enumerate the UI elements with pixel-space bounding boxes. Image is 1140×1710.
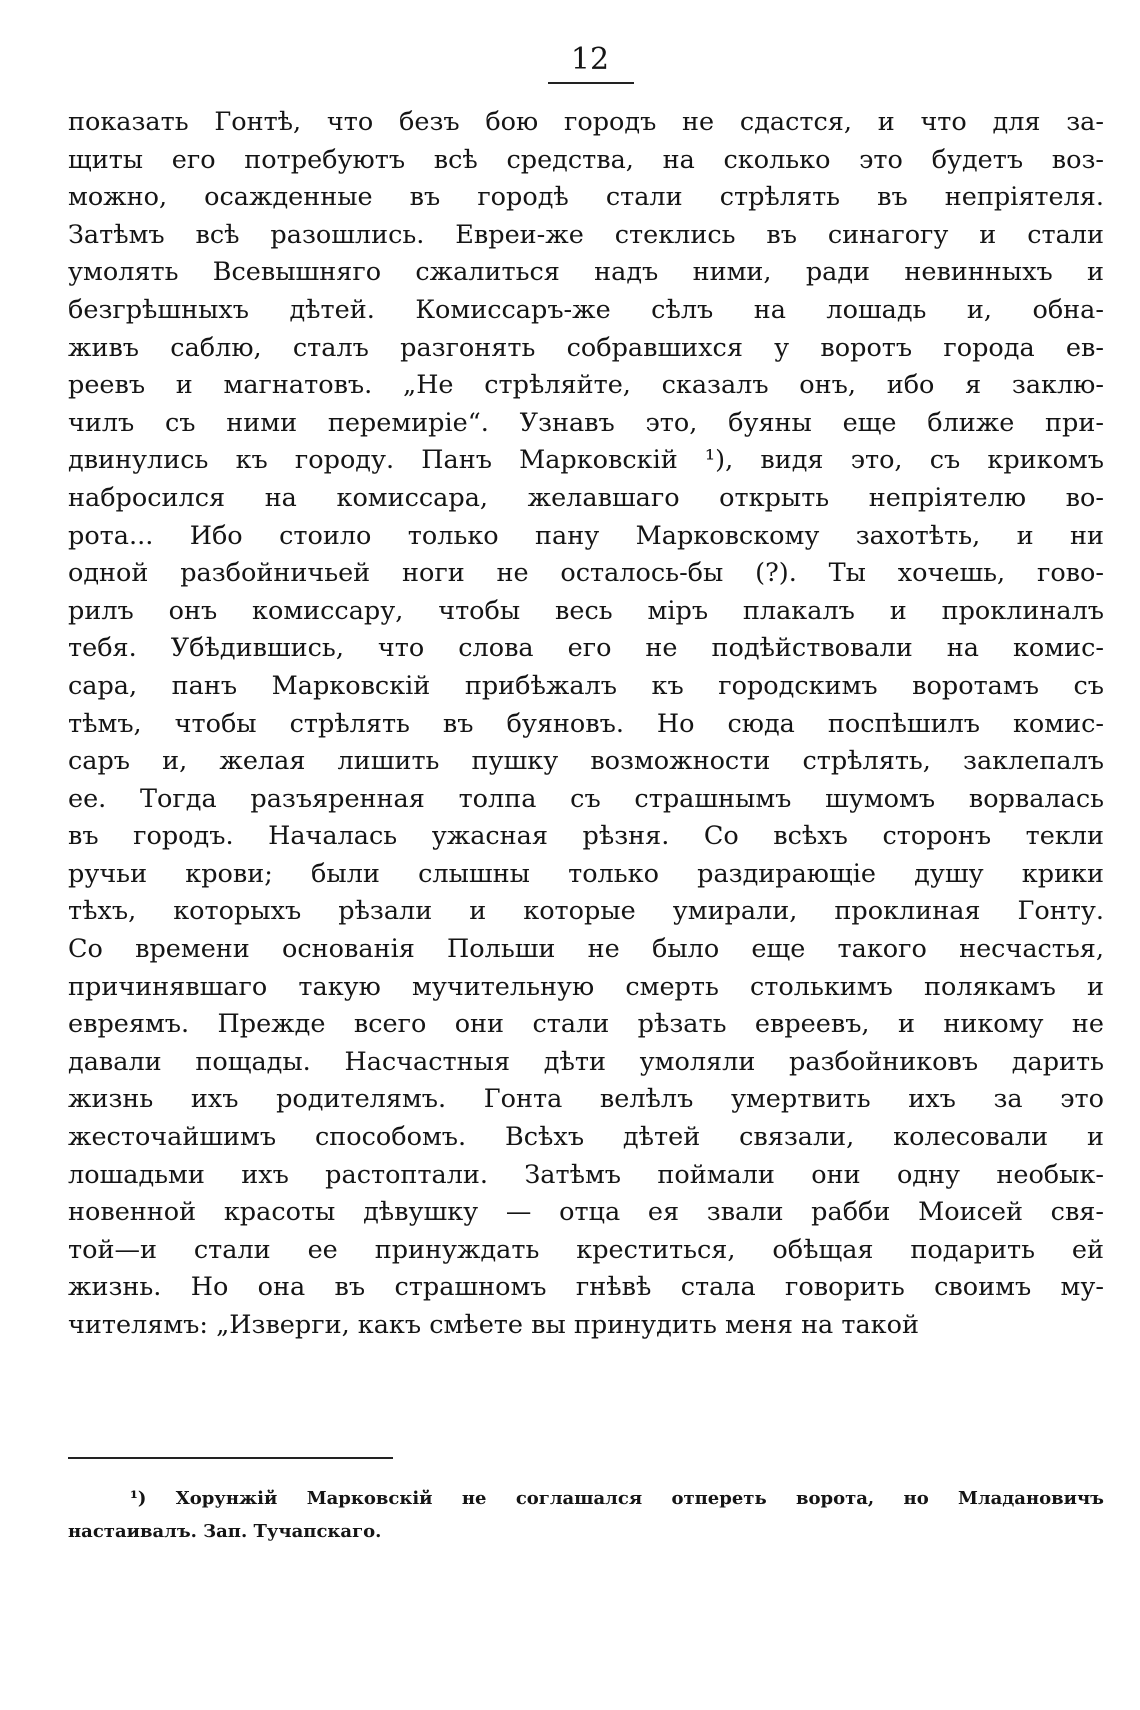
text-line: той—и стали ее принуждать креститься, обѣщая подарить ей bbox=[68, 1234, 1104, 1265]
text-line: реевъ и магнатовъ. „Не стрѣляйте, сказалъ онъ, ибо я заклю- bbox=[68, 370, 1104, 401]
footnote-rule bbox=[68, 1457, 393, 1459]
text-line: сара, панъ Марковскій прибѣжалъ къ городскимъ воротамъ съ bbox=[68, 670, 1104, 701]
text-line: рилъ онъ комиссару, чтобы весь міръ плакалъ и проклиналъ bbox=[68, 595, 1104, 626]
text-line: жесточайшимъ способомъ. Всѣхъ дѣтей связали, колесовали и bbox=[68, 1122, 1104, 1153]
text-line: чилъ съ ними перемиріе“. Узнавъ это, буяны еще ближе при- bbox=[68, 407, 1104, 438]
page-number-rule bbox=[548, 82, 634, 84]
footnote-line: ¹) Хорунжій Марковскій не соглашался отпереть ворота, но Младановичъ bbox=[130, 1488, 1104, 1509]
text-line: можно, осажденные въ городѣ стали стрѣлять въ непріятеля. bbox=[68, 182, 1104, 213]
text-line: рота... Ибо стоило только пану Марковскому захотѣть, и ни bbox=[68, 520, 1104, 551]
footnote-line: настаивалъ. Зап. Тучапскаго. bbox=[68, 1521, 382, 1542]
text-line: въ городъ. Началась ужасная рѣзня. Со всѣхъ сторонъ текли bbox=[68, 821, 1104, 852]
text-line: новенной красоты дѣвушку — отца ея звали рабби Моисей свя- bbox=[68, 1197, 1104, 1228]
text-line: ее. Тогда разъяренная толпа съ страшнымъ шумомъ ворвалась bbox=[68, 783, 1104, 814]
text-line: живъ саблю, сталъ разгонять собравшихся у воротъ города ев- bbox=[68, 332, 1104, 363]
text-line: показать Гонтѣ, что безъ бою городъ не сдастся, и что для за- bbox=[68, 107, 1104, 137]
text-line: евреямъ. Прежде всего они стали рѣзать евреевъ, и никому не bbox=[68, 1009, 1104, 1040]
text-line: двинулись къ городу. Панъ Марковскій ¹), видя это, съ крикомъ bbox=[68, 445, 1104, 476]
text-line: тебя. Убѣдившись, что слова его не подѣйствовали на комис- bbox=[68, 633, 1104, 664]
text-line: Со времени основанія Польши не было еще такого несчастья, bbox=[68, 934, 1104, 965]
text-line: ручьи крови; были слышны только раздирающіе душу крики bbox=[68, 858, 1104, 889]
text-line: набросился на комиссара, желавшаго открыть непріятелю во- bbox=[68, 482, 1104, 513]
text-line: щиты его потребуютъ всѣ средства, на сколько это будетъ воз- bbox=[68, 144, 1104, 175]
page-number: 12 bbox=[570, 42, 610, 77]
text-line: безгрѣшныхъ дѣтей. Комиссаръ-же сѣлъ на лошадь и, обна- bbox=[68, 294, 1104, 325]
text-line: жизнь. Но она въ страшномъ гнѣвѣ стала говорить своимъ му- bbox=[68, 1272, 1104, 1303]
text-line: чителямъ: „Изверги, какъ смѣете вы принудить меня на такой bbox=[68, 1310, 919, 1340]
text-line: причинявшаго такую мучительную смерть столькимъ полякамъ и bbox=[68, 971, 1104, 1002]
body-text bbox=[68, 104, 1104, 1345]
text-line: одной разбойничьей ноги не осталось-бы (?). Ты хочешь, гово- bbox=[68, 558, 1104, 589]
text-line: тѣмъ, чтобы стрѣлять въ буяновъ. Но сюда поспѣшилъ комис- bbox=[68, 708, 1104, 739]
text-line: саръ и, желая лишить пушку возможности стрѣлять, заклепалъ bbox=[68, 746, 1104, 777]
text-line: Затѣмъ всѣ разошлись. Евреи-же стеклись въ синагогу и стали bbox=[68, 219, 1104, 250]
text-line: жизнь ихъ родителямъ. Гонта велѣлъ умертвить ихъ за это bbox=[68, 1084, 1104, 1115]
footnotes bbox=[68, 1482, 1104, 1548]
text-line: лошадьми ихъ растоптали. Затѣмъ поймали они одну необык- bbox=[68, 1159, 1104, 1190]
text-line: умолять Всевышняго сжалиться надъ ними, ради невинныхъ и bbox=[68, 257, 1104, 288]
text-line: тѣхъ, которыхъ рѣзали и которые умирали, проклиная Гонту. bbox=[68, 896, 1104, 927]
text-line: давали пощады. Насчастныя дѣти умоляли разбойниковъ дарить bbox=[68, 1046, 1104, 1077]
